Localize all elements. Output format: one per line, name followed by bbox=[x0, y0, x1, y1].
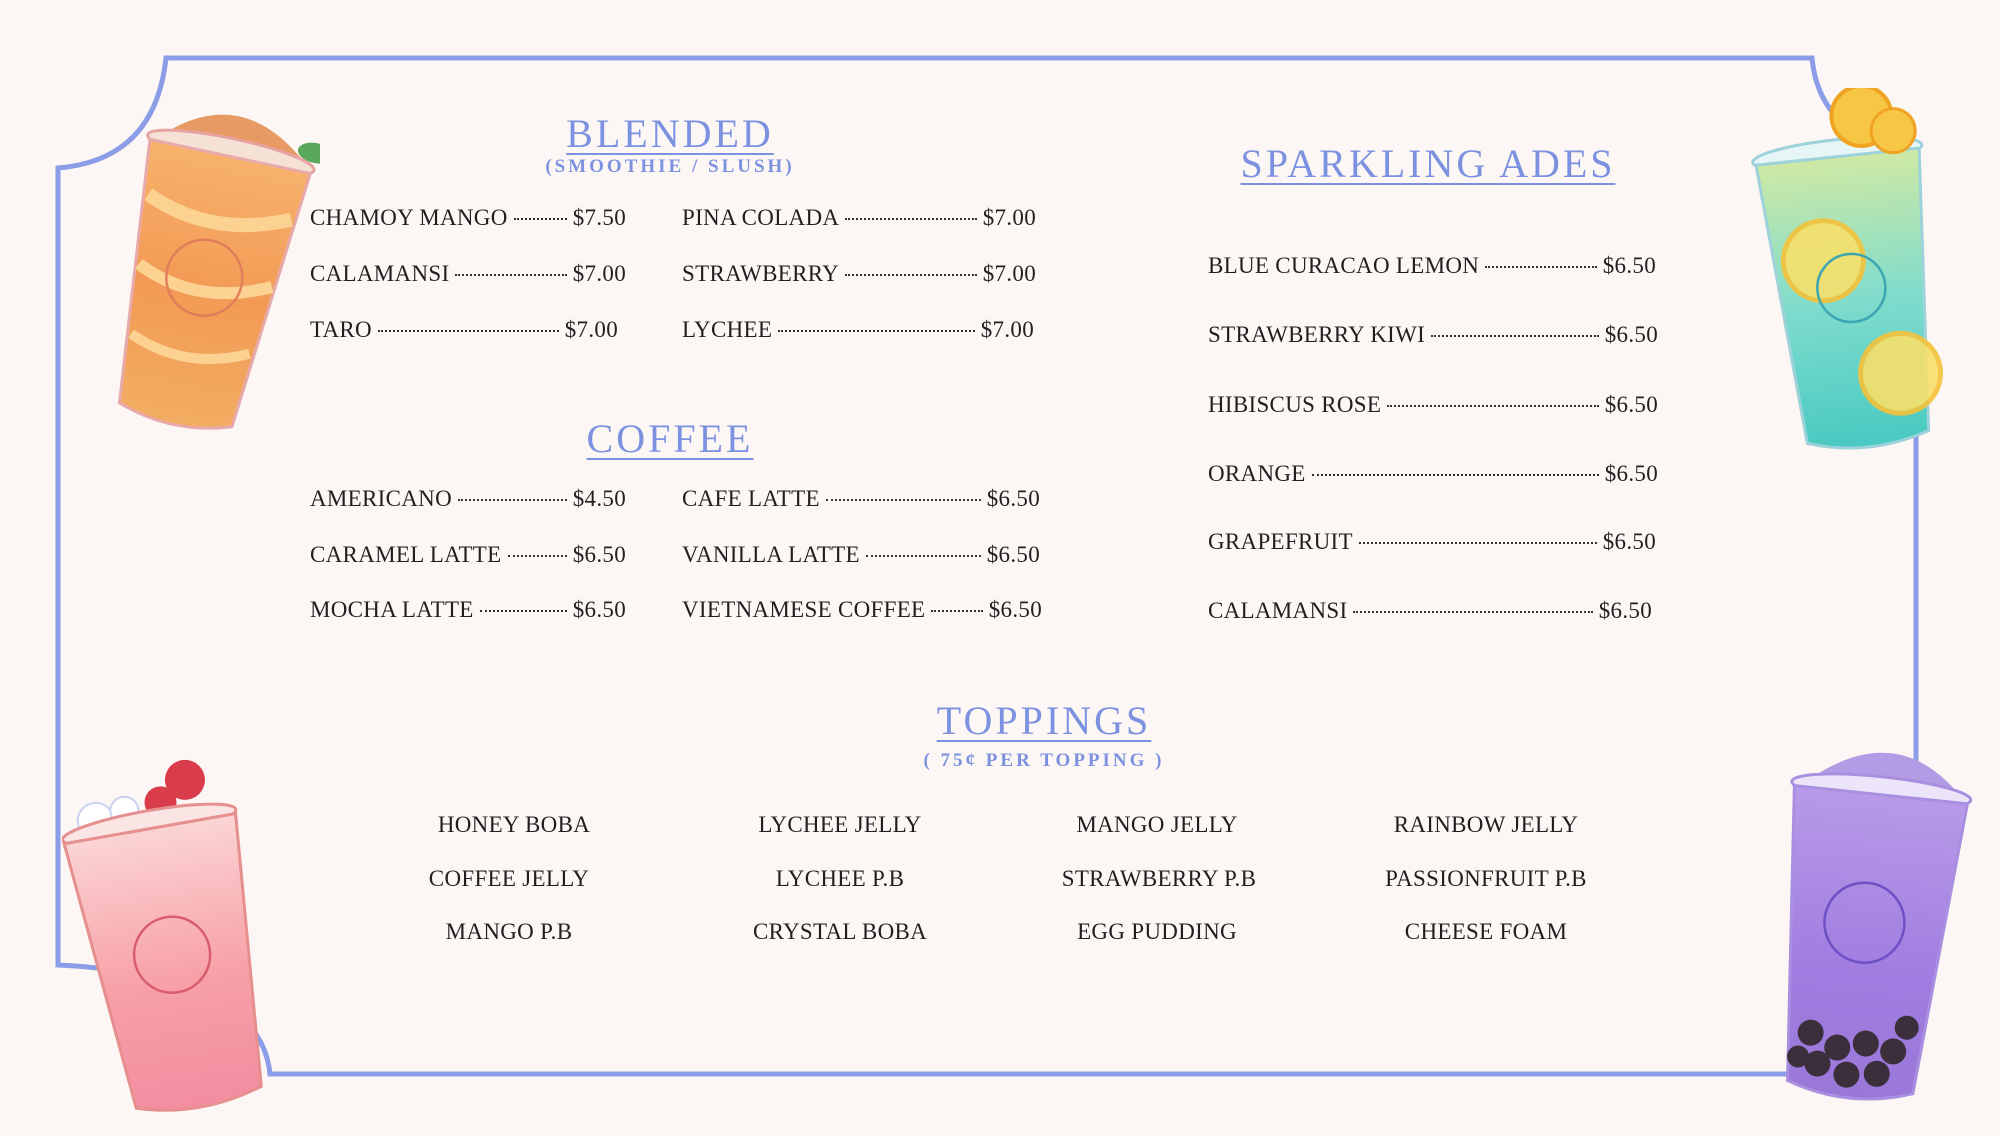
strawberry-drink-cup-icon bbox=[62, 755, 277, 1120]
topping-item: STRAWBERRY P.B bbox=[1061, 866, 1257, 891]
menu-item bbox=[1208, 529, 1656, 555]
item-price: $7.00 bbox=[980, 317, 1034, 342]
item-name: VANILLA LATTE bbox=[682, 542, 860, 567]
lemon-ade-cup-icon bbox=[1750, 88, 1950, 463]
item-name: AMERICANO bbox=[310, 486, 452, 511]
blended-title: BLENDED bbox=[566, 111, 774, 156]
topping-item: PASSIONFRUIT P.B bbox=[1385, 866, 1587, 891]
menu-item bbox=[682, 317, 1034, 343]
item-name: ORANGE bbox=[1208, 461, 1306, 486]
menu-item bbox=[1208, 322, 1658, 348]
item-price: $6.50 bbox=[1604, 322, 1658, 347]
menu-item bbox=[682, 486, 1040, 512]
item-name: LYCHEE bbox=[682, 317, 773, 342]
menu-item bbox=[1208, 461, 1658, 487]
sparkling-ades-title: SPARKLING ADES bbox=[1240, 141, 1616, 186]
menu-item bbox=[310, 597, 626, 623]
topping-item: CHEESE FOAM bbox=[1404, 919, 1568, 944]
item-name: MOCHA LATTE bbox=[310, 597, 474, 622]
menu-item bbox=[682, 205, 1036, 231]
item-price: $6.50 bbox=[986, 542, 1040, 567]
topping-item: MANGO P.B bbox=[445, 919, 573, 944]
item-name: HIBISCUS ROSE bbox=[1208, 392, 1382, 417]
taro-boba-cup-icon bbox=[1752, 738, 1982, 1116]
topping-item: LYCHEE P.B bbox=[775, 866, 905, 891]
item-price: $7.50 bbox=[572, 205, 626, 230]
menu-item bbox=[1208, 253, 1656, 279]
item-name: VIETNAMESE COFFEE bbox=[682, 597, 926, 622]
menu-item bbox=[682, 542, 1040, 568]
item-name: CAFE LATTE bbox=[682, 486, 820, 511]
item-name: BLUE CURACAO LEMON bbox=[1208, 253, 1480, 278]
item-name: CALAMANSI bbox=[310, 261, 450, 286]
menu-item bbox=[310, 205, 626, 231]
item-price: $6.50 bbox=[1602, 529, 1656, 554]
item-name: STRAWBERRY KIWI bbox=[1208, 322, 1426, 347]
item-price: $7.00 bbox=[572, 261, 626, 286]
menu-item bbox=[1208, 392, 1658, 418]
item-name: CHAMOY MANGO bbox=[310, 205, 508, 230]
mango-slush-cup-icon bbox=[95, 88, 320, 443]
item-price: $6.50 bbox=[1604, 392, 1658, 417]
item-name: GRAPEFRUIT bbox=[1208, 529, 1353, 554]
blended-subtitle: (SMOOTHIE / SLUSH) bbox=[545, 156, 795, 177]
toppings-subtitle: ( 75¢ PER TOPPING ) bbox=[923, 750, 1165, 771]
coffee-title: COFFEE bbox=[586, 416, 754, 461]
menu-item bbox=[682, 597, 1042, 623]
topping-item: EGG PUDDING bbox=[1077, 919, 1237, 944]
topping-item: COFFEE JELLY bbox=[428, 866, 590, 891]
menu-item bbox=[310, 317, 618, 343]
item-name: CARAMEL LATTE bbox=[310, 542, 502, 567]
topping-item: CRYSTAL BOBA bbox=[752, 919, 928, 944]
item-price: $6.50 bbox=[572, 597, 626, 622]
item-price: $4.50 bbox=[572, 486, 626, 511]
item-name: STRAWBERRY bbox=[682, 261, 840, 286]
topping-item: LYCHEE JELLY bbox=[758, 812, 922, 837]
item-price: $6.50 bbox=[988, 597, 1042, 622]
item-price: $7.00 bbox=[982, 261, 1036, 286]
item-price: $6.50 bbox=[986, 486, 1040, 511]
item-price: $7.00 bbox=[564, 317, 618, 342]
menu-item bbox=[310, 261, 626, 287]
menu-item bbox=[310, 486, 626, 512]
item-price: $6.50 bbox=[1602, 253, 1656, 278]
item-name: PINA COLADA bbox=[682, 205, 840, 230]
item-price: $6.50 bbox=[1598, 598, 1652, 623]
topping-item: HONEY BOBA bbox=[437, 812, 591, 837]
menu-item bbox=[310, 542, 626, 568]
item-name: CALAMANSI bbox=[1208, 598, 1348, 623]
menu-item bbox=[682, 261, 1036, 287]
item-name: TARO bbox=[310, 317, 372, 342]
item-price: $7.00 bbox=[982, 205, 1036, 230]
topping-item: MANGO JELLY bbox=[1076, 812, 1238, 837]
topping-item: RAINBOW JELLY bbox=[1393, 812, 1579, 837]
item-price: $6.50 bbox=[572, 542, 626, 567]
menu-item bbox=[1208, 598, 1652, 624]
item-price: $6.50 bbox=[1604, 461, 1658, 486]
toppings-title: TOPPINGS bbox=[936, 698, 1152, 743]
